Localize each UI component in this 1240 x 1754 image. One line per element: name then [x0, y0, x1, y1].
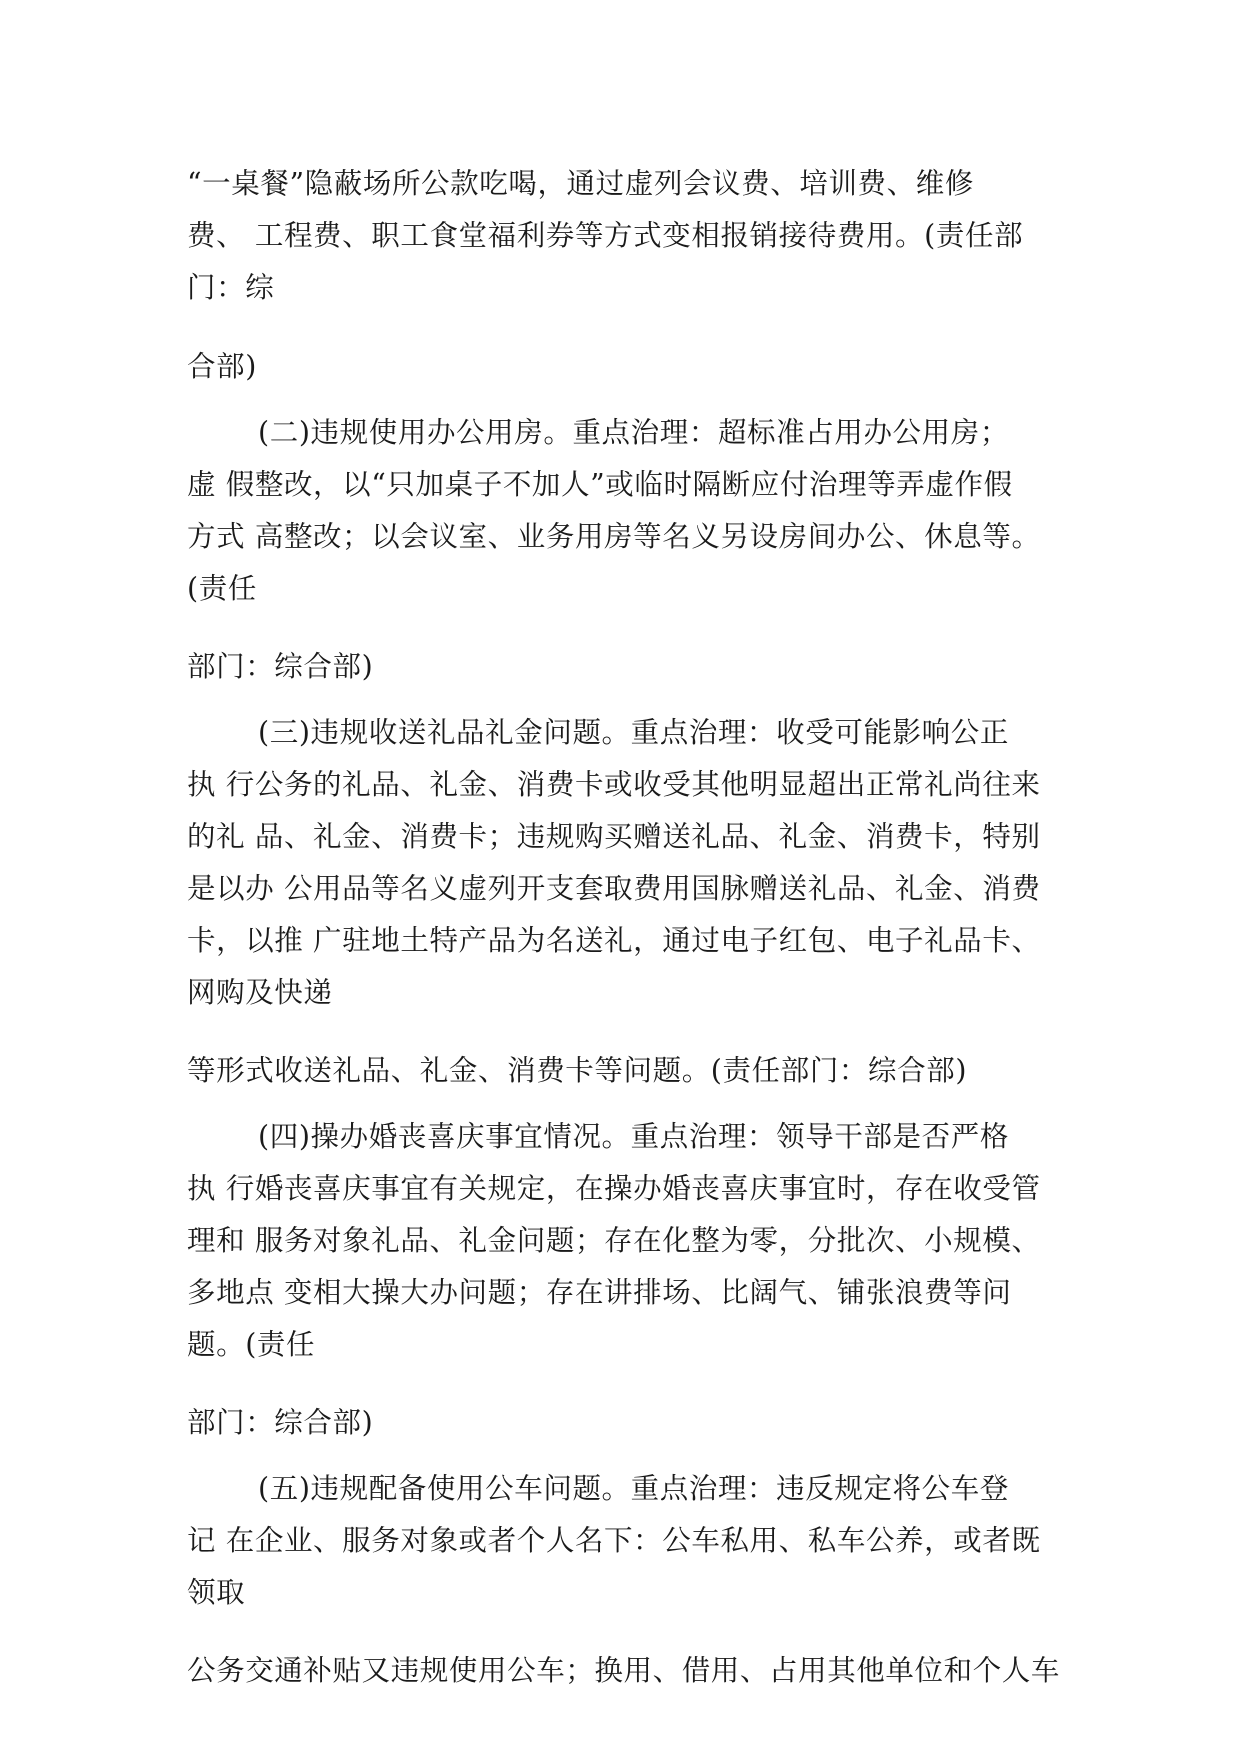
text-line-4: 合部) [187, 350, 257, 383]
text-line-24: 记 在企业、服务对象或者个人名下：公车私用、私车公养，或者既 [187, 1524, 1041, 1557]
text-line-8: (责任 [187, 572, 257, 605]
text-line-14: 卡，以推 广驻地土特产品为名送礼，通过电子红包、电子礼品卡、 [187, 924, 1041, 957]
text-line-2: 费、 工程费、职工食堂福利券等方式变相报销接待费用。(责任部 [187, 219, 1024, 252]
text-line-18: 执 行婚丧喜庆事宜有关规定，在操办婚丧喜庆事宜时，存在收受管 [187, 1172, 1041, 1205]
text-line-26: 公务交通补贴又违规使用公车；换用、借用、占用其他单位和个人车 [187, 1654, 1061, 1687]
text-line-15: 网购及快递 [187, 976, 333, 1009]
text-line-7: 方式 高整改；以会议室、业务用房等名义另设房间办公、休息等。 [187, 520, 1041, 553]
section-5-heading: (五)违规配备使用公车问题。重点治理：违反规定将公车登 [258, 1472, 1009, 1505]
text-line-19: 理和 服务对象礼品、礼金问题；存在化整为零，分批次、小规模、 [187, 1224, 1041, 1257]
text-line-6: 虚 假整改，以“只加桌子不加人”或临时隔断应付治理等弄虚作假 [187, 468, 1013, 501]
text-line-13: 是以办 公用品等名义虚列开支套取费用国脉赠送礼品、礼金、消费 [187, 872, 1041, 905]
text-line-20: 多地点 变相大操大办问题；存在讲排场、比阔气、铺张浪费等问 [187, 1276, 1012, 1309]
text-line-21: 题。(责任 [187, 1328, 316, 1361]
text-line-1: “一桌餐”隐蔽场所公款吃喝，通过虚列会议费、培训费、维修 [187, 167, 974, 200]
section-3-heading: (三)违规收送礼品礼金问题。重点治理：收受可能影响公正 [258, 716, 1009, 749]
text-line-25: 领取 [187, 1576, 246, 1609]
text-line-12: 的礼 品、礼金、消费卡；违规购买赠送礼品、礼金、消费卡，特别 [187, 820, 1041, 853]
section-2-heading: (二)违规使用办公用房。重点治理：超标准占用办公用房； [258, 416, 1009, 449]
text-line-22: 部门：综合部) [187, 1406, 374, 1439]
section-4-heading: (四)操办婚丧喜庆事宜情况。重点治理：领导干部是否严格 [258, 1120, 1009, 1153]
text-line-11: 执 行公务的礼品、礼金、消费卡或收受其他明显超出正常礼尚往来 [187, 768, 1041, 801]
text-line-9: 部门：综合部) [187, 650, 374, 683]
text-line-16: 等形式收送礼品、礼金、消费卡等问题。(责任部门：综合部) [187, 1054, 968, 1087]
text-line-3: 门：综 [187, 271, 275, 304]
